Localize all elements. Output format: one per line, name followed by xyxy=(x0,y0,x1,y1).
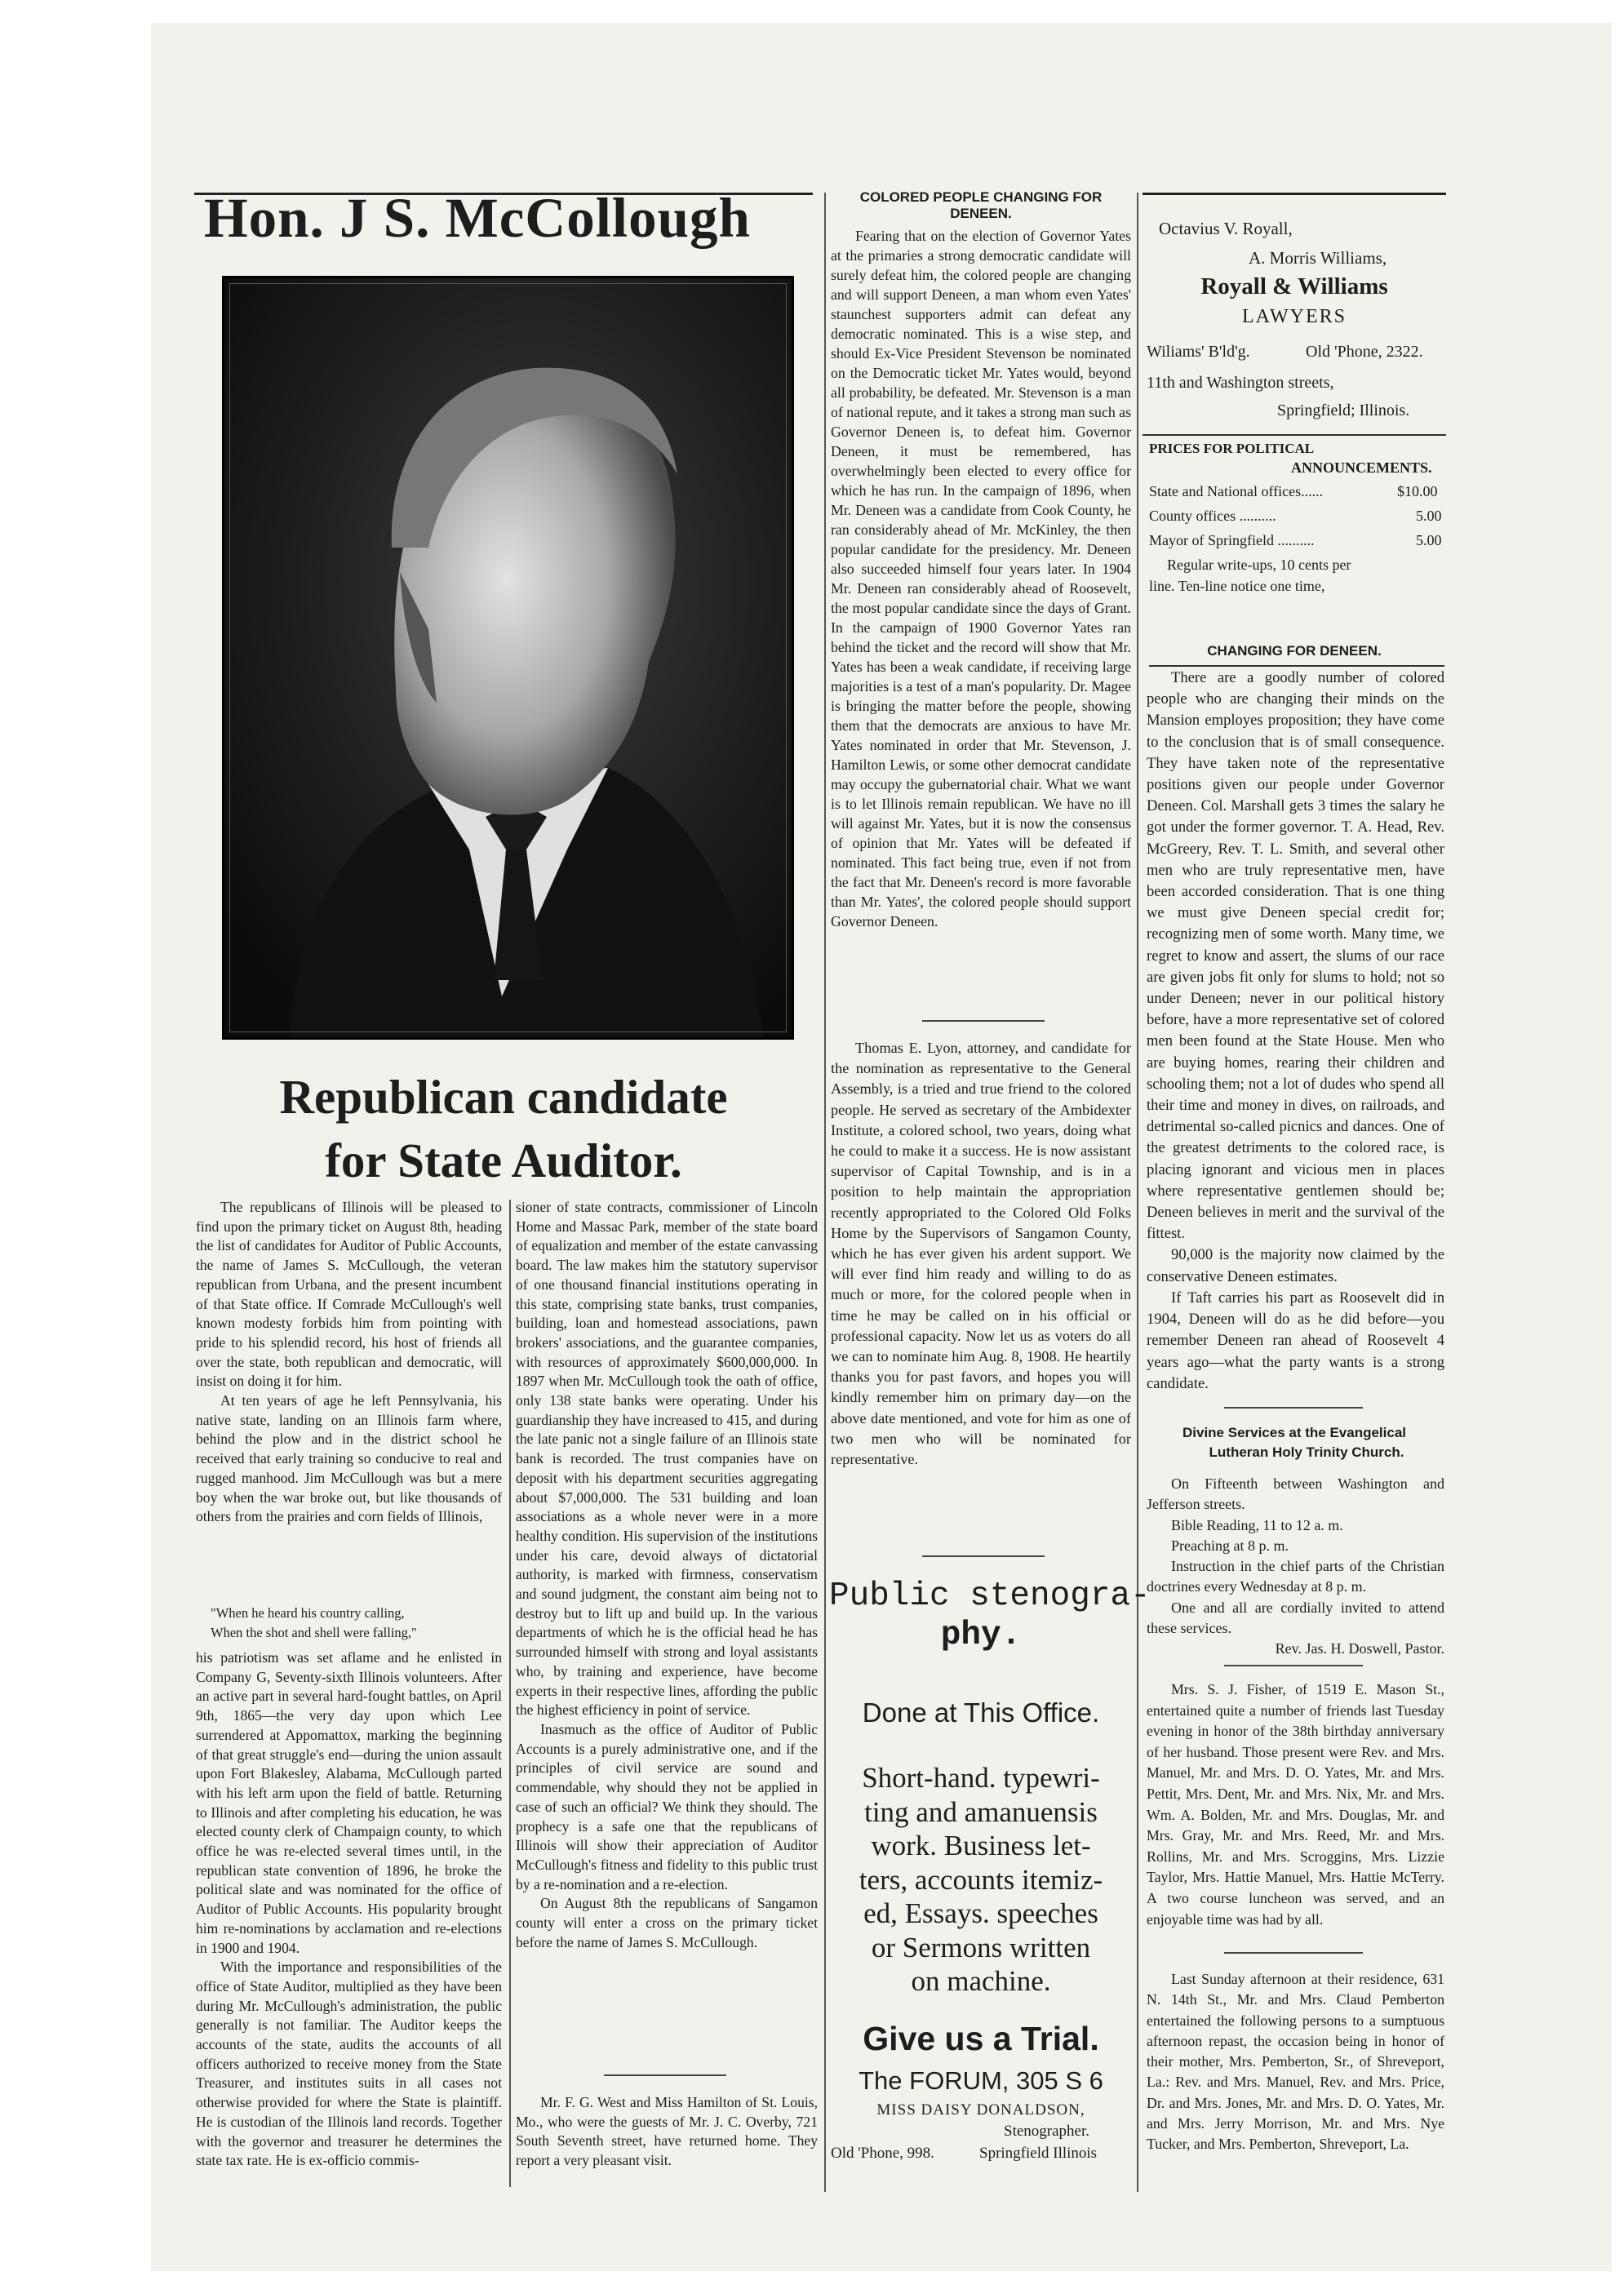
column-divider xyxy=(824,193,826,2192)
subtitle-line-1: Republican candidate xyxy=(279,1070,728,1124)
paragraph: Inasmuch as the office of Auditor of Public Accounts is a purely administrative one, and if the principles of civil service are sound and commendable, why should they not be applied in case of such an official? We think they should. The prophecy is a safe one that the republicans of Illinois will show their appreciation of Auditor McCullough's fitness and fidelity to this public trust by a re-nomination and a re-election. xyxy=(516,1720,818,1892)
stenography-ad xyxy=(829,1577,1151,1655)
poem-quote xyxy=(211,1604,504,1642)
ad-title: Public stenogra- xyxy=(829,1577,1151,1615)
paragraph: The republicans of Illinois will be pleased to find upon the primary ticket on August 8th, heading the list of candidates for Auditor of Public Accounts, the name of James S. McCullough, the veteran republican from Urbana, and the present incumbent of that State office. If Comrade McCullough's well known modesty forbids him from pointing with pride to his splendid record, his host of friends all over the state, both republican and democratic, will insist on doing it for him. xyxy=(196,1199,502,1390)
law-street: 11th and Washington streets, xyxy=(1147,374,1334,392)
law-firm-profession: LAWYERS xyxy=(1241,306,1347,327)
ad-forum-address: The FORUM, 305 S 6 xyxy=(859,2066,1103,2095)
ad-done-text: Done at This Office. xyxy=(862,1697,1100,1728)
church-notice xyxy=(1147,1474,1444,1660)
church-heading: Divine Services at the Evangelical xyxy=(1182,1425,1407,1440)
separator xyxy=(1224,1665,1363,1666)
west-notice xyxy=(516,2093,818,2171)
paragraph: Thomas E. Lyon, attorney, and candidate for the nomination as representative to the General Assembly, is a tried and true friend to the colored people. He served as secretary of the Ambidexter Institute, a colored school, two years, doing what he could to make it a success. He is now assistant supervisor of Capital Township, and is in a position to help maintain the appropriation recently appropriated to the Colored Old Folks Home by the Supervisors of Sangamon County, which he has ever given his ardent support. We will ever find him ready and willing to do as much or more, for the colored people when in time he may be called on in his official or professional capacity. Now let us as voters do all we can to nominate him Aug. 8, 1908. He heartily thanks you for past favors, and hopes you will kindly remember him on primary day—on the above date mentioned, and vote for him as one of two men who will be nominated for representative. xyxy=(831,1040,1131,1468)
price-row-value: $10.00 xyxy=(1397,483,1438,499)
separator xyxy=(1224,1407,1363,1409)
column-divider xyxy=(1137,193,1138,2192)
article-headline: COLORED PEOPLE CHANGING FOR DENEEN. xyxy=(859,189,1103,221)
divider xyxy=(1143,434,1446,436)
fisher-notice xyxy=(1147,1679,1444,1930)
prices-note: line. Ten-line notice one time, xyxy=(1149,578,1325,594)
ad-line: work. Business let- xyxy=(871,1830,1091,1861)
paragraph: Last Sunday afternoon at their residence, 631 N. 14th St., Mr. and Mrs. Claud Pemberton entertained the following persons to a sumptuous afternoon repast, the occasion being in honor of their mother, Mrs. Pemberton, Sr., of Shreveport, La.: Rev. and Mrs. Manuel, Rev. and Mrs. Price, Dr. and Mrs. Jones, Mr. and Mrs. D. O. Yates, Mr. and Mrs. Jerry Morrison, Mr. and Mrs. Nye Tucker, and Mrs. Pemberton, Shreveport, La. xyxy=(1147,1971,1444,2153)
ad-give-trial: Give us a Trial. xyxy=(863,2020,1099,2057)
church-line: On Fifteenth between Washington and Jefferson streets. xyxy=(1147,1475,1444,1513)
subtitle-line-2: for State Auditor. xyxy=(325,1134,682,1187)
paragraph: Mr. F. G. West and Miss Hamilton of St. Louis, Mo., who were the guests of Mr. J. C. Overby, 721 South Seventh street, have returned home. They report a very pleasant visit. xyxy=(516,2094,818,2169)
price-row-label: State and National offices...... xyxy=(1149,483,1324,499)
column-divider xyxy=(509,1200,511,2187)
prices-heading-1: PRICES FOR POLITICAL xyxy=(1149,441,1315,456)
ad-contact-role: Stenographer. xyxy=(1004,2123,1090,2140)
article-column-3 xyxy=(831,226,1131,931)
law-phone: Old 'Phone, 2322. xyxy=(1306,343,1423,361)
ad-line: or Sermons written xyxy=(871,1931,1091,1963)
separator xyxy=(922,1020,1045,1022)
church-line: One and all are cordially invited to attend these services. xyxy=(1147,1599,1444,1637)
headline-underline xyxy=(1149,665,1444,667)
ad-line: Short-hand. typewri- xyxy=(862,1762,1100,1794)
law-firm-name: Royall & Williams xyxy=(1200,273,1388,299)
paragraph: 90,000 is the majority now claimed by the conservative Deneen estimates. xyxy=(1147,1246,1444,1285)
price-row-label: Mayor of Springfield .......... xyxy=(1149,532,1315,548)
paragraph: If Taft carries his part as Roosevelt did in 1904, Deneen will do as he did before—you remember Deneen ran ahead of Roosevelt 4 years ago—what the party wants is a strong candidate. xyxy=(1147,1289,1444,1392)
quote-line: "When he heard his country calling, xyxy=(211,1605,405,1621)
law-city: Springfield; Illinois. xyxy=(1277,402,1410,419)
ad-line: on machine. xyxy=(911,1965,1051,1997)
price-row-value: 5.00 xyxy=(1416,508,1442,524)
ad-phone: Old 'Phone, 998. xyxy=(831,2145,934,2162)
paragraph: sioner of state contracts, commissioner of Lincoln Home and Massac Park, member of the state board of equalization and member of the estate canvassing board. The law makes him the statutory supervisor of one thousand financial institutions operating in this state, comprising state banks, trust companies, building, loan and homestead associations, pawn brokers' associations, and the guarantee companies, with resources of approximately $600,000,000. In 1897 when Mr. McCullough took the oath of office, only 138 state banks were operating. Under his guardianship they have increased to 415, and during the late panic not a single failure of an Illinois state bank is recorded. The trust companies have on deposit with his department securities aggregating about $7,000,000. The 531 building and loan associations as a whole never were in a more healthy condition. His supervision of the institutions under his care, devoid always of dictatorial authority, is marked with firmness, conservatism and sound judgment, the constant aim being not to destroy but to lift up and build up. In the various departments of which he is the official head he has surrounded himself with strong and loyal assistants who, by training and experience, have become experts in their respective lines, affording the public the highest efficiency in point of service. xyxy=(516,1199,818,1719)
article-column-1b xyxy=(196,1648,502,2171)
ad-line: ed, Essays. speeches xyxy=(863,1897,1098,1929)
ad-contact-name: MISS DAISY DONALDSON, xyxy=(876,2101,1085,2119)
paragraph: his patriotism was set aflame and he enlisted in Company G, Seventy-sixth Illinois volunteers. After an active part in several hard-fought battles, on April 9th, 1865—the very day upon which Lee surrendered at Appomattox, marking the beginning of that great struggle's end—during the union assault upon Fort Blakesley, Alabama, McCullough parted with his left arm upon the field of battle. Returning to Illinois and after completing his education, he was elected county clerk of Champaign county, to which office he was re-elected several times until, in the republican state convention of 1896, he broke the political slate and was nominated for the office of Auditor of Public Accounts. His popularity brought him re-nominations by acclamation and re-elections in 1900 and 1904. xyxy=(196,1649,502,1956)
price-row-label: County offices .......... xyxy=(1149,508,1276,524)
article-headline: CHANGING FOR DENEEN. xyxy=(1207,643,1382,659)
separator xyxy=(922,1555,1045,1557)
paragraph: With the importance and responsibilities of the office of State Auditor, multiplied as they have been during Mr. McCullough's administration, the public generally is not familiar. The Auditor keeps the accounts of the state, audits the accounts of all officers authorized to receive money from the State Treasurer, and institutes suits in all cases not otherwise provided for where the State is plaintiff. He is custodian of the Illinois land records. Together with the governor and treasurer he determines the state tax rate. He is ex-officio commis- xyxy=(196,1959,502,2169)
ad-body xyxy=(829,1761,1133,1999)
lyon-notice xyxy=(831,1038,1131,1470)
church-heading: Lutheran Holy Trinity Church. xyxy=(1209,1444,1404,1460)
ad-line: ters, accounts itemiz- xyxy=(859,1863,1103,1896)
portrait-photo xyxy=(222,276,794,1040)
church-line: Instruction in the chief parts of the Christian doctrines every Wednesday at 8 p. m. xyxy=(1147,1558,1444,1595)
pemberton-notice xyxy=(1147,1969,1444,2155)
changing-article xyxy=(1147,668,1444,1395)
page-title: Hon. J S. McCollough xyxy=(204,187,751,249)
separator xyxy=(1224,1952,1363,1954)
ad-city: Springfield Illinois xyxy=(979,2145,1098,2162)
price-row-value: 5.00 xyxy=(1416,532,1442,548)
top-rule-right xyxy=(1143,193,1446,195)
article-column-2 xyxy=(516,1198,818,1952)
paragraph: Fearing that on the election of Governor Yates at the primaries a strong democratic candidate will surely defeat him, the colored people are changing and will support Deneen, a man whom even Yates' staunchest supporters admit can defeat any democratic nominated. This is a wise step, and should Ex-Vice President Stevenson be nominated on the Democratic ticket Mr. Yates would, beyond all probability, be defeated. Mr. Stevenson is a man of national repute, and it takes a strong man such as Governor Deneen is, to defeat him. Governor Deneen, it must be remembered, has overwhelmingly been elected to every office for which he has run. In the campaign of 1896, when Mr. Deneen was a candidate from Cook County, he ran considerably ahead of Mr. McKinley, the then popular candidate for the presidency. Mr. Deneen also succeeded himself four years later. In 1904 Mr. Deneen ran considerably ahead of Roosevelt, the most popular candidate since the days of Grant. In the campaign of 1900 Governor Yates ran behind the ticket and the record will show that Mr. Yates has been a weak candidate, if receiving large majorities is a test of a man's popularity. Dr. Magee is bringing the matter before the people, showing them that the democrats are anxious to have Mr. Yates nominated in order that Mr. Stevenson, J. Hamilton Lewis, or some other democrat candidate may occupy the gubernatorial chair. What we want is to let Illinois remain republican. We have no ill will against Mr. Yates, but it is now the consensus of opinion that Mr. Yates will be defeated if nominated. This fact being true, even if not from the fact that Mr. Deneen's record is more favorable than Mr. Yates', the colored people should support Governor Deneen. xyxy=(831,228,1131,930)
law-building: Wiliams' B'ld'g. xyxy=(1147,343,1250,361)
church-pastor: Rev. Jas. H. Doswell, Pastor. xyxy=(1275,1640,1444,1657)
separator xyxy=(604,2074,726,2076)
article-column-1 xyxy=(196,1198,502,1527)
quote-line: When the shot and shell were falling," xyxy=(211,1624,417,1640)
portrait-illustration xyxy=(224,278,792,1037)
paragraph: Mrs. S. J. Fisher, of 1519 E. Mason St., entertained quite a number of friends last Tuesday evening in honor of the 38th birthday anniversary of her husband. Those present were Rev. and Mrs. Manuel, Mr. and Mrs. D. O. Yates, Mr. and Mrs. Pettit, Mrs. Dent, Mr. and Mrs. Nix, Mr. and Mrs. Wm. A. Bolden, Mr. and Mrs. Douglas, Mr. and Mrs. Gray, Mr. and Mrs. Reed, Mr. and Mrs. Rollins, Mr. and Mrs. Scroggins, Mrs. Lizzie Taylor, Mrs. Hattie Manuel, Mrs. Hattie McTerry. A two course luncheon was served, and an enjoyable time was had by all. xyxy=(1147,1681,1444,1928)
prices-heading-2: ANNOUNCEMENTS. xyxy=(1291,459,1432,476)
church-line: Preaching at 8 p. m. xyxy=(1171,1537,1289,1554)
paragraph: At ten years of age he left Pennsylvania, his native state, landing on an Illinois farm where, behind the plow and in the district school he received that early training so conducive to real and rugged manhood. Jim McCullough was but a mere boy when the war broke out, but like thousands of others from the prairies and corn fields of Illinois, xyxy=(196,1392,502,1525)
paragraph: There are a goodly number of colored people who are changing their minds on the Mansion employes proposition; they have come to the conclusion that is of small consequence. They have taken note of the representative positions given our people under Governor Deneen. Col. Marshall gets 3 times the salary he got under the former governor. T. A. Head, Rev. McGreery, Rev. T. L. Smith, and several other men who are truly representative men, have been accorded consideration. That is one thing we must give Deneen special credit for; recognizing men of some worth. Many time, we regret to know and assert, the slums of our race are given jobs fit only for slums to hold; not so under Deneen; never in our political history before, have a more representative set of colored men been found at the State House. Men who are buying homes, rearing their children and schooling them; not a lot of dudes who spend all their time and money in dives, on railroads, and detrimental so-called picnics and dances. One of the greatest detriments to the colored race, is placing ignorant and vicious men in places where representative gentlemen should be; Deneen believes in merit and the survival of the fittest. xyxy=(1147,669,1444,1243)
church-line: Bible Reading, 11 to 12 a. m. xyxy=(1171,1516,1343,1533)
lawyer-name-2: A. Morris Williams, xyxy=(1249,248,1387,268)
prices-note: Regular write-ups, 10 cents per xyxy=(1167,557,1351,573)
paragraph: On August 8th the republicans of Sangamon county will enter a cross on the primary ticket before the name of James S. McCullough. xyxy=(516,1895,818,1950)
ad-line: ting and amanuensis xyxy=(864,1795,1098,1828)
ad-title: phy. xyxy=(940,1617,1022,1654)
lawyer-name-1: Octavius V. Royall, xyxy=(1159,219,1293,238)
